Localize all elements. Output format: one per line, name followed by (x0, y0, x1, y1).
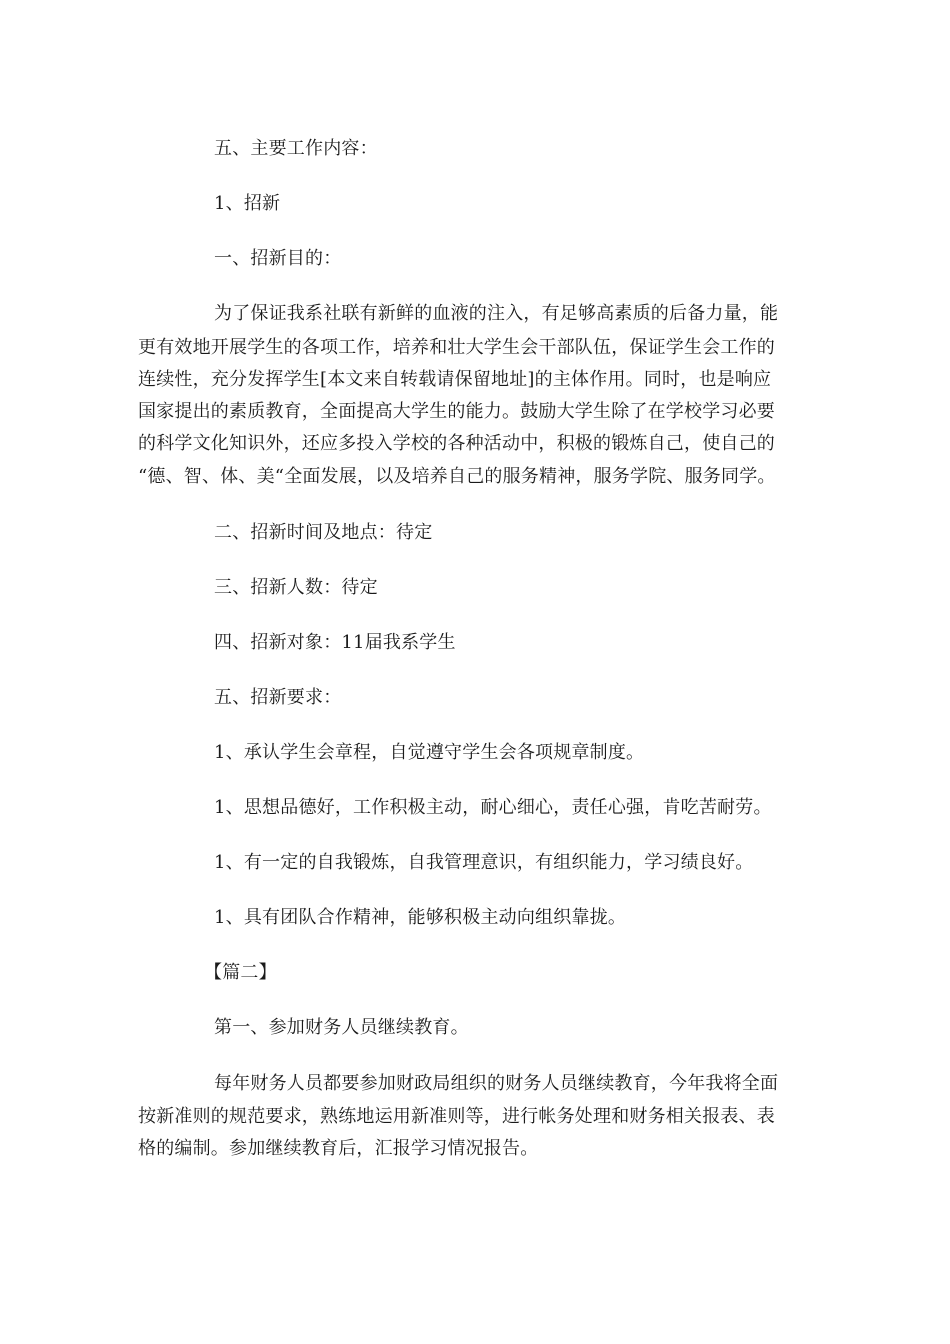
recruit-number: 三、招新人数：待定 (214, 577, 378, 598)
requirement-item: 1、承认学生会章程，自觉遵守学生会各项规章制度。 (214, 742, 645, 763)
requirement-item: 1、思想品德好，工作积极主动，耐心细心，责任心强，肯吃苦耐劳。 (214, 797, 772, 818)
purpose-line-2: 更有效地开展学生的各项工作，培养和壮大学生会干部队伍，保证学生会工作的 (138, 337, 775, 358)
recruit-purpose-heading: 一、招新目的： (214, 248, 342, 269)
recruit-requirements-heading: 五、招新要求： (214, 687, 342, 708)
education-line-2: 按新准则的规范要求，熟练地运用新准则等，进行帐务处理和财务相关报表、表 (138, 1106, 775, 1127)
heading-work-content: 五、主要工作内容： (214, 138, 378, 159)
first-item-heading: 第一、参加财务人员继续教育。 (214, 1017, 469, 1038)
purpose-line-4: 国家提出的素质教育，全面提高大学生的能力。鼓励大学生除了在学校学习必要 (138, 401, 775, 422)
purpose-line-5: 的科学文化知识外，还应多投入学校的各种活动中，积极的锻炼自己，使自己的 (138, 433, 775, 454)
section-two-heading: 【篇二】 (204, 962, 277, 983)
item-recruit: 1、招新 (214, 193, 281, 214)
requirement-item: 1、有一定的自我锻炼，自我管理意识，有组织能力，学习绩良好。 (214, 852, 754, 873)
education-line-3: 格的编制。参加继续教育后，汇报学习情况报告。 (138, 1138, 539, 1159)
recruit-time-place: 二、招新时间及地点：待定 (214, 522, 433, 543)
recruit-target: 四、招新对象：11届我系学生 (214, 632, 456, 653)
purpose-line-1: 为了保证我系社联有新鲜的血液的注入，有足够高素质的后备力量，能 (214, 303, 779, 324)
education-line-1: 每年财务人员都要参加财政局组织的财务人员继续教育，今年我将全面 (214, 1073, 779, 1094)
purpose-line-3: 连续性，充分发挥学生[本文来自转载请保留地址]的主体作用。同时，也是响应 (138, 369, 772, 390)
purpose-line-6: “德、智、体、美“全面发展，以及培养自己的服务精神，服务学院、服务同学。 (138, 466, 776, 487)
requirement-item: 1、具有团队合作精神，能够积极主动向组织靠拢。 (214, 907, 627, 928)
